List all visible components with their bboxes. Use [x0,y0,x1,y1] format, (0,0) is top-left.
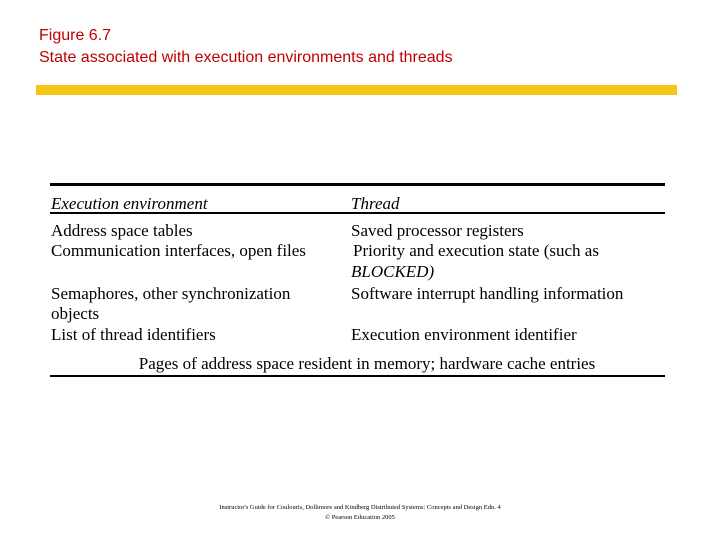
footer-credit: Instructor's Guide for Coulouris, Dollimore and Kindberg Distributed Systems: Concepts and Design Edn. 4 [219,504,501,511]
column-header-thread: Thread [351,194,400,213]
table-cell: List of thread identifiers [51,325,216,344]
footer-copyright: © Pearson Education 2005 [325,514,395,521]
table-bottom-rule [50,375,665,377]
table-cell: objects [51,304,100,323]
figure-caption: State associated with execution environments and threads [39,49,453,66]
column-header-execution-environment: Execution environment [51,194,208,213]
table-cell: Execution environment identifier [351,325,577,344]
accent-bar [36,85,677,95]
table-cell: Semaphores, other synchronization [51,284,291,303]
table-cell: Saved processor registers [351,221,524,240]
figure-label: Figure 6.7 [39,27,112,44]
table-shared-row: Pages of address space resident in memory; hardware cache entries [138,354,596,373]
table-cell: BLOCKED) [351,262,435,281]
table-cell: Priority and execution state (such as [353,241,599,260]
table-top-rule [50,183,665,186]
table-cell: Communication interfaces, open files [51,241,306,260]
table-cell: Address space tables [51,221,193,240]
table-cell: Software interrupt handling information [351,284,624,303]
